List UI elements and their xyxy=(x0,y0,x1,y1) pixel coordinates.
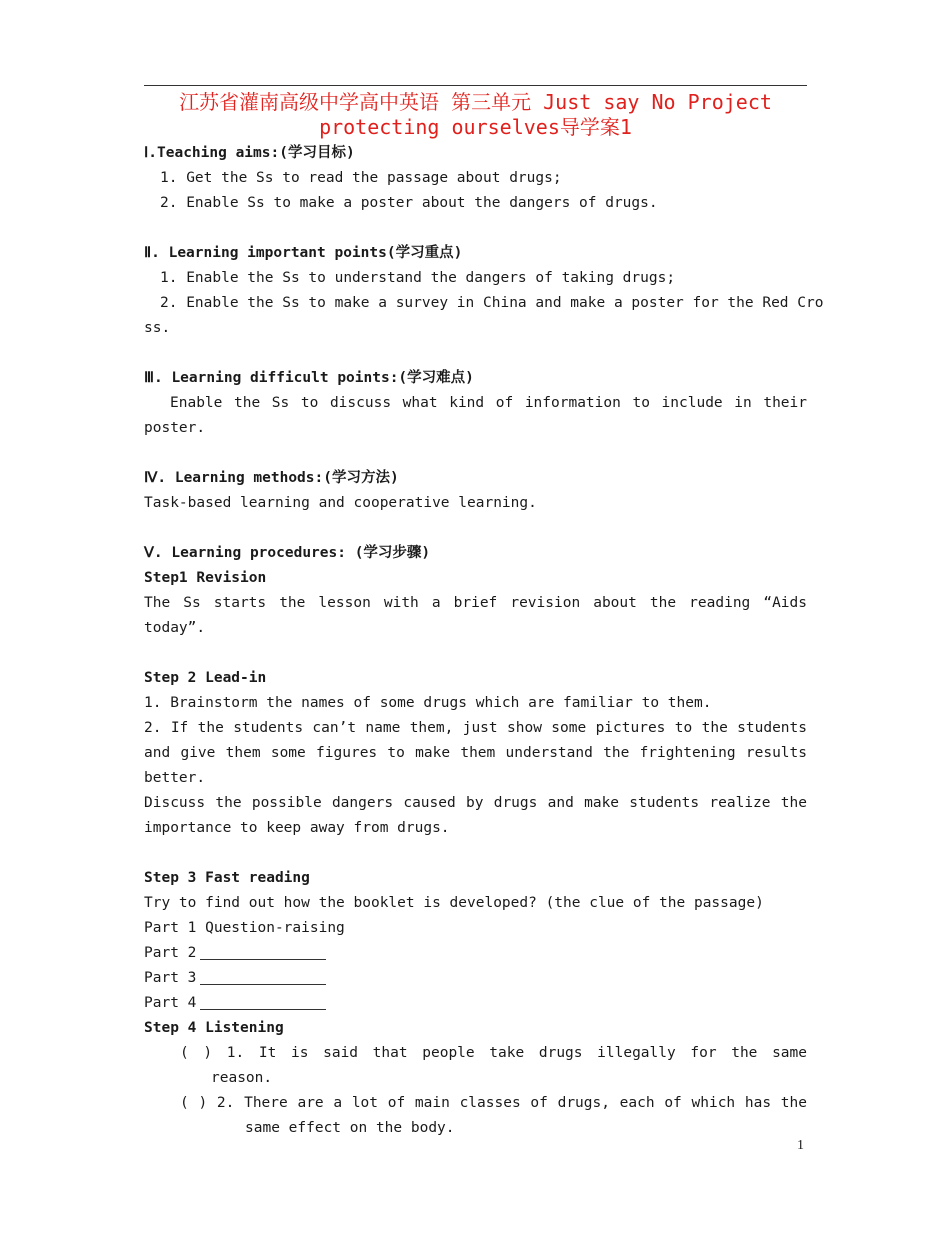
section-3-line-1: Enable the Ss to discuss what kind of information to include in their xyxy=(170,395,807,411)
step-1-line-2: today”. xyxy=(144,620,206,636)
step-1-heading: Step1 Revision xyxy=(144,570,267,586)
step-1-line-1: The Ss starts the lesson with a brief revision about the reading “Aids xyxy=(144,595,807,611)
step-2-line-4: better. xyxy=(144,770,206,786)
section-5-heading: Ⅴ. Learning procedures: (学习步骤) xyxy=(144,545,431,561)
part-4-blank[interactable] xyxy=(200,993,326,1010)
section-3-heading: Ⅲ. Learning difficult points:(学习难点) xyxy=(144,370,474,386)
question-1-cont: reason. xyxy=(211,1070,273,1086)
section-2-item-2-cont: ss. xyxy=(144,320,171,336)
step-3-part-2 xyxy=(144,941,326,966)
step-3-part-4 xyxy=(144,991,326,1016)
part-4-label: Part 4 xyxy=(144,995,197,1011)
top-rule xyxy=(144,85,807,86)
step-4-heading: Step 4 Listening xyxy=(144,1020,284,1036)
section-4-heading: Ⅳ. Learning methods:(学习方法) xyxy=(144,470,399,486)
step-3-part-1: Part 1 Question-raising xyxy=(144,920,345,936)
section-2-item-1: 1. Enable the Ss to understand the dangers of taking drugs; xyxy=(160,270,676,286)
section-3-line-2: poster. xyxy=(144,420,206,436)
part-3-label: Part 3 xyxy=(144,970,197,986)
section-2-item-2: 2. Enable the Ss to make a survey in China and make a poster for the Red Cro xyxy=(160,295,824,311)
question-2: ( ) 2. There are a lot of main classes of drugs, each of which has the xyxy=(180,1095,807,1111)
step-2-line-2: 2. If the students can’t name them, just show some pictures to the students xyxy=(144,720,807,736)
part-2-blank[interactable] xyxy=(200,943,326,960)
step-2-line-3: and give them some figures to make them understand the frightening results xyxy=(144,745,807,761)
title-line-2: protecting ourselves导学案1 xyxy=(319,115,632,139)
section-2-heading: Ⅱ. Learning important points(学习重点) xyxy=(144,245,463,261)
page-number: 1 xyxy=(797,1138,804,1153)
section-1-item-1: 1. Get the Ss to read the passage about drugs; xyxy=(160,170,562,186)
section-1-heading: Ⅰ.Teaching aims:(学习目标) xyxy=(144,145,355,161)
step-2-line-6: importance to keep away from drugs. xyxy=(144,820,450,836)
step-2-line-1: 1. Brainstorm the names of some drugs which are familiar to them. xyxy=(144,695,712,711)
document-title xyxy=(144,90,807,140)
question-1: ( ) 1. It is said that people take drugs illegally for the same xyxy=(180,1045,807,1061)
title-line-1: 江苏省灌南高级中学高中英语 第三单元 Just say No Project xyxy=(179,90,772,114)
section-1-item-2: 2. Enable Ss to make a poster about the dangers of drugs. xyxy=(160,195,658,211)
step-3-heading: Step 3 Fast reading xyxy=(144,870,310,886)
step-2-heading: Step 2 Lead-in xyxy=(144,670,267,686)
part-3-blank[interactable] xyxy=(200,968,326,985)
question-2-cont: same effect on the body. xyxy=(245,1120,455,1136)
part-2-label: Part 2 xyxy=(144,945,197,961)
section-4-line-1: Task-based learning and cooperative learning. xyxy=(144,495,537,511)
step-3-line-1: Try to find out how the booklet is developed? (the clue of the passage) xyxy=(144,895,764,911)
step-2-line-5: Discuss the possible dangers caused by drugs and make students realize the xyxy=(144,795,807,811)
step-3-part-3 xyxy=(144,966,326,991)
